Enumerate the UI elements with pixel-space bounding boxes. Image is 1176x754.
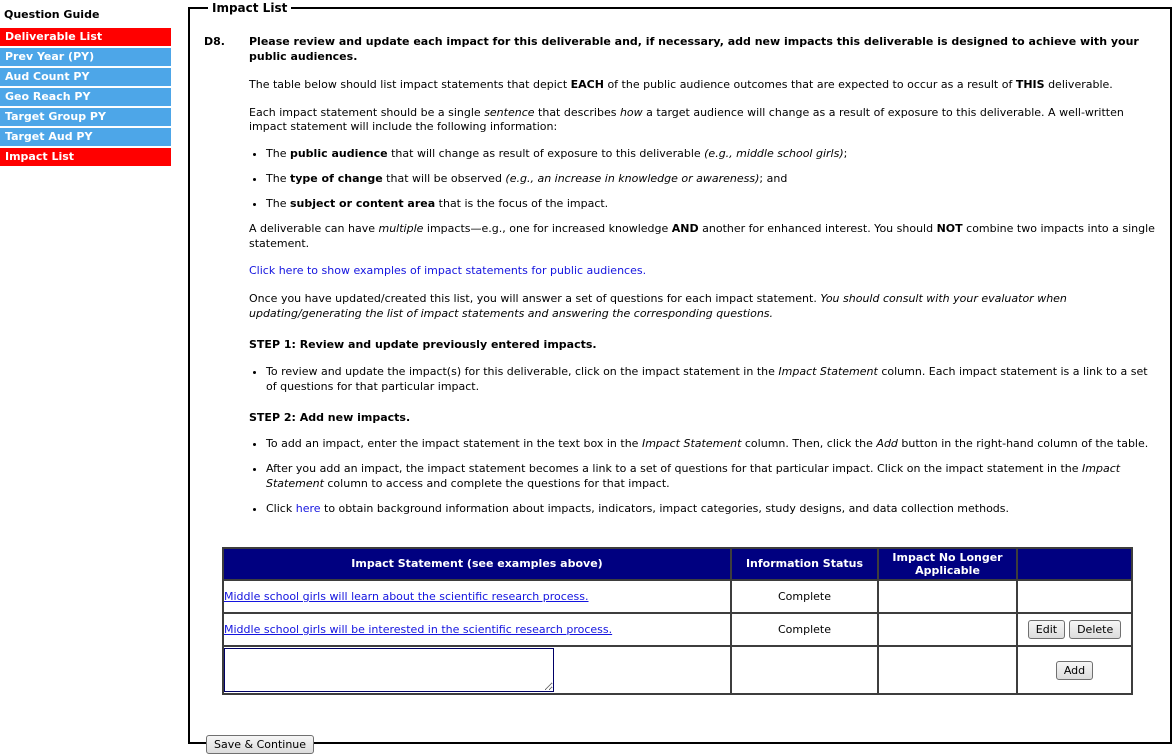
sidebar-item-prev-year[interactable]: Prev Year (PY)	[0, 48, 171, 66]
actions-cell	[1017, 580, 1132, 613]
text-segment: Impact Statement	[778, 364, 878, 378]
sidebar-item-aud-count[interactable]: Aud Count PY	[0, 68, 171, 86]
no-longer-applicable-cell	[878, 580, 1017, 613]
add-button[interactable]: Add	[1056, 661, 1093, 680]
step2-bullet-add	[266, 437, 1156, 452]
impact-statement-cell	[223, 613, 731, 646]
text-segment: Each impact statement should be a single	[249, 105, 485, 119]
actions-cell	[1017, 613, 1132, 646]
text-segment: combine two impacts into a single statement.	[249, 221, 1155, 250]
step2-bullet-link	[266, 462, 1156, 492]
text-segment: subject or content area	[289, 196, 436, 210]
text-segment: of the public audience outcomes that are expected to occur as a result of	[603, 77, 1016, 91]
paragraph-table-below	[249, 78, 1156, 93]
text-segment: deliverable.	[1044, 77, 1113, 91]
sidebar-item-deliverable-list[interactable]: Deliverable List	[0, 28, 171, 46]
bullet-subject-area	[266, 197, 1156, 212]
text-segment: NOT	[936, 221, 963, 235]
text-segment: The	[266, 147, 290, 161]
sidebar-item-impact-list[interactable]: Impact List	[0, 148, 171, 166]
show-examples-link[interactable]	[249, 264, 1156, 279]
text-segment: You should consult with your evaluator when updating/generating the list of impact statements and answering the corresponding questions.	[249, 292, 1067, 321]
bullet-public-audience	[266, 147, 1156, 162]
header-impact-statement: Impact Statement (see examples above)	[223, 548, 731, 580]
text-segment: that will change as result of exposure to this deliverable	[387, 147, 705, 161]
impact-table	[222, 547, 1133, 695]
text-segment: that describes	[534, 105, 620, 119]
no-longer-applicable-cell	[878, 646, 1017, 694]
text-segment: type of change	[289, 172, 383, 186]
table-row	[223, 580, 1132, 613]
step1-list	[249, 365, 1156, 395]
impact-criteria-list	[249, 147, 1156, 212]
text-segment: The	[266, 196, 290, 210]
sidebar-item-geo-reach[interactable]: Geo Reach PY	[0, 88, 171, 106]
text-segment: public audience	[289, 147, 388, 161]
no-longer-applicable-cell	[878, 613, 1017, 646]
inline-link[interactable]: here	[295, 501, 321, 515]
text-segment: button in the right-hand column of the table.	[897, 437, 1149, 451]
impact-statement-link[interactable]: Middle school girls will be interested in the scientific research process.	[224, 623, 613, 637]
step2-heading	[249, 411, 1156, 426]
text-segment: A deliverable can have	[249, 221, 379, 235]
text-segment: Click	[266, 501, 296, 515]
paragraph-single-sentence	[249, 106, 1156, 136]
table-new-impact-row	[223, 646, 1132, 694]
edit-button[interactable]: Edit	[1028, 620, 1065, 639]
text-segment: Once you have updated/created this list, you will answer a set of questions for each impact statement.	[249, 292, 821, 306]
status-cell: Complete	[731, 580, 878, 613]
header-information-status: Information Status	[731, 548, 878, 580]
text-segment: To add an impact, enter the impact statement in the text box in the	[266, 437, 642, 451]
question-guide-title: Question Guide	[4, 8, 100, 21]
text-segment: column to access and complete the questions for that impact.	[323, 477, 670, 491]
table-header-row	[223, 548, 1132, 580]
text-segment: (e.g., middle school girls)	[704, 147, 844, 161]
step1-bullet-review	[266, 365, 1156, 395]
new-impact-cell	[223, 646, 731, 694]
text-segment: THIS	[1015, 77, 1045, 91]
question-text	[249, 35, 1156, 65]
status-cell: Complete	[731, 613, 878, 646]
text-segment: To review and update the impact(s) for this deliverable, click on the impact statement in the	[266, 364, 779, 378]
text-segment: another for enhanced interest. You should	[698, 221, 937, 235]
text-segment: a target audience will change as a result of exposure to this deliverable. A well-written impact statement will include the following information:	[249, 105, 1124, 134]
text-segment: STEP 2: Add new impacts.	[249, 410, 411, 424]
question-guide-sidebar	[0, 8, 171, 168]
text-segment: how	[619, 105, 643, 119]
text-segment: column. Then, click the	[741, 437, 877, 451]
text-segment: sentence	[484, 105, 535, 119]
impact-statement-cell	[223, 580, 731, 613]
question-row	[204, 35, 1156, 65]
step2-list	[249, 437, 1156, 516]
header-actions	[1017, 548, 1132, 580]
text-segment: (e.g., an increase in knowledge or awareness)	[505, 172, 760, 186]
question-number: D8.	[204, 35, 225, 48]
step1-heading	[249, 338, 1156, 353]
text-segment: Please review and update each impact for this deliverable and, if necessary, add new impacts this deliverable is designed to achieve with your public audiences.	[249, 35, 1139, 63]
save-continue-button[interactable]: Save & Continue	[206, 735, 314, 754]
actions-cell	[1017, 646, 1132, 694]
panel-legend: Impact List	[212, 1, 288, 15]
text-segment: EACH	[570, 77, 604, 91]
impact-statement-link[interactable]: Middle school girls will learn about the scientific research process.	[224, 590, 589, 604]
text-segment: AND	[671, 221, 699, 235]
text-segment: STEP 1: Review and update previously entered impacts.	[249, 337, 597, 351]
bullet-type-of-change	[266, 172, 1156, 187]
text-segment: that will be observed	[382, 172, 506, 186]
instructions	[249, 78, 1156, 517]
sidebar-item-target-aud[interactable]: Target Aud PY	[0, 128, 171, 146]
text-segment: ; and	[759, 172, 788, 186]
header-impact-no-longer-applicable: Impact No Longer Applicable	[878, 548, 1017, 580]
sidebar-item-target-group[interactable]: Target Group PY	[0, 108, 171, 126]
text-segment: multiple	[378, 221, 424, 235]
impact-list-panel	[188, 1, 1172, 752]
text-segment: column. Each impact statement is a link to a set of questions for that particular impact.	[266, 364, 1148, 393]
status-cell	[731, 646, 878, 694]
table-row	[223, 613, 1132, 646]
text-segment: that is the focus of the impact.	[435, 196, 609, 210]
new-impact-textarea[interactable]	[224, 648, 554, 692]
delete-button[interactable]: Delete	[1069, 620, 1121, 639]
text-segment: ;	[843, 147, 848, 161]
text-segment: The	[266, 172, 290, 186]
inline-link[interactable]: Click here to show examples of impact statements for public audiences.	[249, 264, 647, 278]
text-segment: to obtain background information about impacts, indicators, impact categories, study designs, and data collection methods.	[320, 501, 1010, 515]
step2-bullet-background	[266, 502, 1156, 517]
text-segment: The table below should list impact statements that depict	[249, 77, 571, 91]
footer-actions	[206, 735, 1156, 754]
text-segment: Impact Statement	[641, 437, 742, 451]
text-segment: impacts—e.g., one for increased knowledge	[423, 221, 672, 235]
paragraph-multiple-impacts	[249, 222, 1156, 252]
text-segment: Impact Statement	[266, 462, 1121, 491]
text-segment: Add	[876, 437, 898, 451]
paragraph-consult-evaluator	[249, 292, 1156, 322]
text-segment: After you add an impact, the impact statement becomes a link to a set of questions for that particular impact. Click on the impact statement in the	[266, 462, 1083, 476]
